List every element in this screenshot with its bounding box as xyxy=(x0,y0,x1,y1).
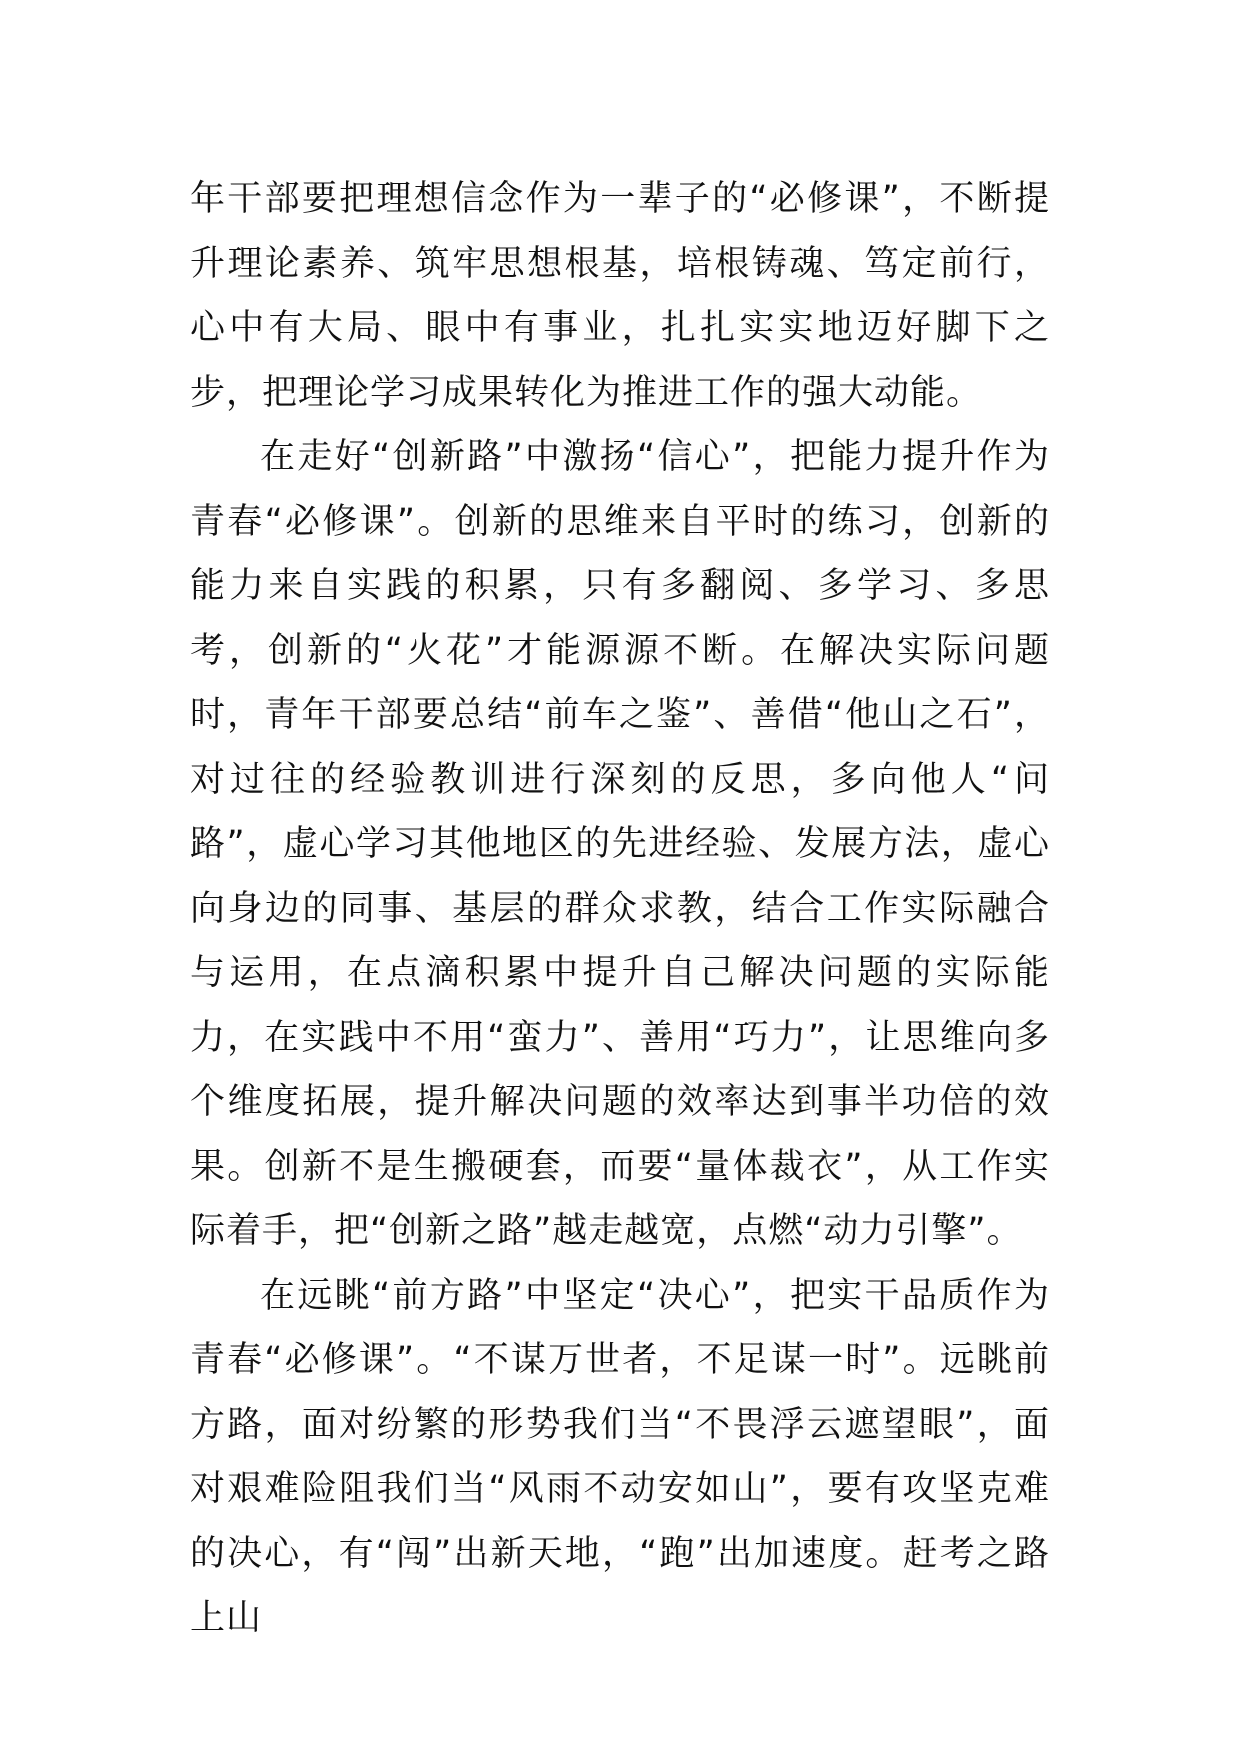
paragraph-continuation: 年干部要把理想信念作为一辈子的“必修课”，不断提升理论素养、筑牢思想根基，培根铸魂、笃定前行，心中有大局、眼中有事业，扎扎实实地迈好脚下之步，把理论学习成果转化为推进工作的强大动能。 xyxy=(190,179,1050,413)
paragraph-determination: 在远眺“前方路”中坚定“决心”，把实干品质作为青春“必修课”。“不谋万世者，不足谋一时”。远眺前方路，面对纷繁的形势我们当“不畏浮云遮望眼”，面对艰难险阻我们当“风雨不动安如山”，要有攻坚克难的决心，有“闯”出新天地，“跑”出加速度。赶考之路上山 xyxy=(190,1275,1050,1638)
paragraph-innovation: 在走好“创新路”中激扬“信心”，把能力提升作为青春“必修课”。创新的思维来自平时的练习，创新的能力来自实践的积累，只有多翻阅、多学习、多思考，创新的“火花”才能源源不断。在解决实际问题时，青年干部要总结“前车之鉴”、善借“他山之石”，对过往的经验教训进行深刻的反思，多向他人“问路”，虚心学习其他地区的先进经验、发展方法，虚心向身边的同事、基层的群众求教，结合工作实际融合与运用，在点滴积累中提升自己解决问题的实际能力，在实践中不用“蛮力”、善用“巧力”，让思维向多个维度拓展，提升解决问题的效率达到事半功倍的效果。创新不是生搬硬套，而要“量体裁衣”，从工作实际着手，把“创新之路”越走越宽，点燃“动力引擎”。 xyxy=(190,437,1050,1251)
document-page xyxy=(190,167,1050,1651)
